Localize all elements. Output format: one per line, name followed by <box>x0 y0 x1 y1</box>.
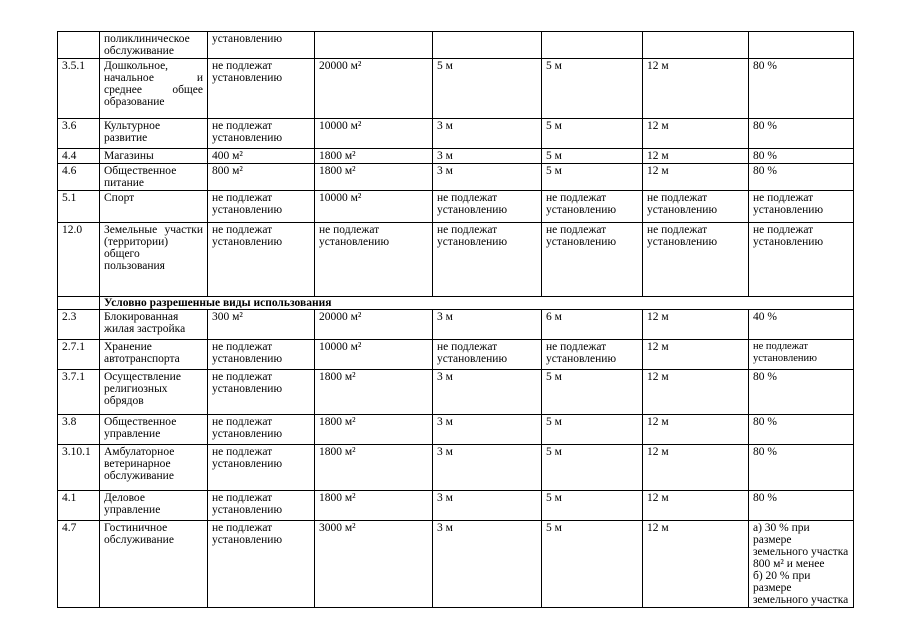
row-min-setback-side: 5 м <box>542 59 643 119</box>
row-max-coverage: 80 % <box>749 370 854 415</box>
row-max-height: 12 м <box>643 340 749 370</box>
row-min-setback-front: не подлежат установлению <box>433 223 542 297</box>
row-max-height <box>643 32 749 59</box>
table-section-conditional <box>58 297 854 310</box>
row-max-height: 12 м <box>643 119 749 149</box>
row-min-setback-front: 3 м <box>433 445 542 491</box>
row-min-plot-area: не подлежат установлению <box>208 415 315 445</box>
row-max-height: 12 м <box>643 370 749 415</box>
row-use-name: Гостиничное обслуживание <box>100 521 208 608</box>
row-min-setback-front: 3 м <box>433 491 542 521</box>
row-max-coverage: не подлежат установлению <box>749 223 854 297</box>
row-min-setback-side: 5 м <box>542 491 643 521</box>
row-min-setback-side: не подлежат установлению <box>542 340 643 370</box>
row-max-coverage: не подлежат установлению <box>749 340 854 370</box>
row-max-coverage: 80 % <box>749 119 854 149</box>
row-min-plot-area: не подлежат установлению <box>208 445 315 491</box>
row-min-plot-area: не подлежат установлению <box>208 191 315 223</box>
row-min-setback-front <box>433 32 542 59</box>
table-body-permitted <box>58 32 854 297</box>
row-min-setback-side: 5 м <box>542 119 643 149</box>
table-body-conditional <box>58 310 854 608</box>
row-min-setback-front: 3 м <box>433 521 542 608</box>
table-row <box>58 521 854 608</box>
row-max-plot-area: 20000 м² <box>315 59 433 119</box>
row-code: 4.6 <box>58 164 100 191</box>
row-code: 4.4 <box>58 149 100 164</box>
row-max-height: 12 м <box>643 491 749 521</box>
row-use-name: Хранение автотранспорта <box>100 340 208 370</box>
table-row <box>58 164 854 191</box>
row-use-name: Дошкольное, начальное и среднее общее образование <box>100 59 208 119</box>
row-min-setback-front: 3 м <box>433 119 542 149</box>
row-min-setback-front: 3 м <box>433 310 542 340</box>
row-min-setback-front: 3 м <box>433 149 542 164</box>
row-code: 3.7.1 <box>58 370 100 415</box>
row-use-name: Амбулаторное ветеринарное обслуживание <box>100 445 208 491</box>
table-row <box>58 59 854 119</box>
row-min-plot-area: не подлежат установлению <box>208 340 315 370</box>
row-min-plot-area: не подлежат установлению <box>208 370 315 415</box>
row-code: 3.10.1 <box>58 445 100 491</box>
row-min-setback-front: 5 м <box>433 59 542 119</box>
row-max-height: не подлежат установлению <box>643 191 749 223</box>
row-use-name: Общественное управление <box>100 415 208 445</box>
section-title: Условно разрешенные виды использования <box>100 297 854 310</box>
row-min-plot-area: 300 м² <box>208 310 315 340</box>
table-row <box>58 445 854 491</box>
row-min-setback-front: не подлежат установлению <box>433 191 542 223</box>
table-row <box>58 32 854 59</box>
row-code: 2.3 <box>58 310 100 340</box>
table-row <box>58 340 854 370</box>
row-min-plot-area: не подлежат установлению <box>208 59 315 119</box>
row-max-plot-area <box>315 32 433 59</box>
row-use-name: Деловое управление <box>100 491 208 521</box>
row-use-name: Культурное развитие <box>100 119 208 149</box>
row-min-setback-side: 6 м <box>542 310 643 340</box>
row-max-height: 12 м <box>643 149 749 164</box>
document-page <box>57 31 854 608</box>
table-row <box>58 415 854 445</box>
row-code: 4.1 <box>58 491 100 521</box>
row-min-plot-area: 400 м² <box>208 149 315 164</box>
row-code: 5.1 <box>58 191 100 223</box>
row-min-setback-side: не подлежат установлению <box>542 191 643 223</box>
row-max-plot-area: 20000 м² <box>315 310 433 340</box>
row-max-coverage <box>749 32 854 59</box>
row-max-coverage: 80 % <box>749 59 854 119</box>
row-min-setback-front: 3 м <box>433 370 542 415</box>
row-max-plot-area: 1800 м² <box>315 149 433 164</box>
row-max-coverage: 80 % <box>749 445 854 491</box>
row-max-height: не подлежат установлению <box>643 223 749 297</box>
table-row <box>58 119 854 149</box>
row-min-plot-area: не подлежат установлению <box>208 521 315 608</box>
row-max-plot-area: 1800 м² <box>315 164 433 191</box>
table-row <box>58 310 854 340</box>
row-min-plot-area: 800 м² <box>208 164 315 191</box>
row-max-coverage: 80 % <box>749 149 854 164</box>
row-max-plot-area: не подлежат установлению <box>315 223 433 297</box>
row-min-setback-front: не подлежат установлению <box>433 340 542 370</box>
row-min-setback-side: 5 м <box>542 370 643 415</box>
table-row <box>58 149 854 164</box>
row-max-height: 12 м <box>643 521 749 608</box>
row-min-plot-area: установлению <box>208 32 315 59</box>
row-min-setback-front: 3 м <box>433 164 542 191</box>
row-max-plot-area: 10000 м² <box>315 191 433 223</box>
row-max-coverage: не подлежат установлению <box>749 191 854 223</box>
table-row <box>58 370 854 415</box>
row-min-plot-area: не подлежат установлению <box>208 119 315 149</box>
row-max-coverage: 80 % <box>749 415 854 445</box>
row-max-coverage: 40 % <box>749 310 854 340</box>
row-min-setback-side <box>542 32 643 59</box>
row-code: 4.7 <box>58 521 100 608</box>
row-min-plot-area: не подлежат установлению <box>208 491 315 521</box>
row-code: 3.8 <box>58 415 100 445</box>
row-max-plot-area: 1800 м² <box>315 445 433 491</box>
section-header-row <box>58 297 854 310</box>
row-max-coverage: 80 % <box>749 164 854 191</box>
row-max-height: 12 м <box>643 164 749 191</box>
row-max-height: 12 м <box>643 59 749 119</box>
row-min-setback-side: не подлежат установлению <box>542 223 643 297</box>
row-max-height: 12 м <box>643 415 749 445</box>
row-min-setback-front: 3 м <box>433 415 542 445</box>
row-min-setback-side: 5 м <box>542 415 643 445</box>
row-code: 12.0 <box>58 223 100 297</box>
row-code: 3.5.1 <box>58 59 100 119</box>
row-max-plot-area: 10000 м² <box>315 340 433 370</box>
table-row <box>58 491 854 521</box>
table-row <box>58 191 854 223</box>
row-min-setback-side: 5 м <box>542 149 643 164</box>
row-use-name: Земельные участки (территории) общего пользования <box>100 223 208 297</box>
land-use-parameters-table <box>57 31 854 608</box>
row-use-name: Общественное питание <box>100 164 208 191</box>
row-use-name: Спорт <box>100 191 208 223</box>
row-max-coverage: 80 % <box>749 491 854 521</box>
section-code-cell <box>58 297 100 310</box>
row-use-name: Осуществление религиозных обрядов <box>100 370 208 415</box>
row-max-height: 12 м <box>643 310 749 340</box>
row-use-name: Блокированная жилая застройка <box>100 310 208 340</box>
row-use-name: Магазины <box>100 149 208 164</box>
row-max-plot-area: 10000 м² <box>315 119 433 149</box>
row-max-plot-area: 1800 м² <box>315 491 433 521</box>
row-min-setback-side: 5 м <box>542 164 643 191</box>
row-use-name: поликлиническое обслуживание <box>100 32 208 59</box>
row-code <box>58 32 100 59</box>
row-max-plot-area: 1800 м² <box>315 415 433 445</box>
row-max-coverage: а) 30 % при размере земельного участка 800 м² и менее б) 20 % при размере земельного участка <box>749 521 854 608</box>
row-min-setback-side: 5 м <box>542 445 643 491</box>
row-max-height: 12 м <box>643 445 749 491</box>
row-code: 3.6 <box>58 119 100 149</box>
row-max-plot-area: 1800 м² <box>315 370 433 415</box>
row-min-plot-area: не подлежат установлению <box>208 223 315 297</box>
table-row <box>58 223 854 297</box>
row-min-setback-side: 5 м <box>542 521 643 608</box>
row-code: 2.7.1 <box>58 340 100 370</box>
row-max-plot-area: 3000 м² <box>315 521 433 608</box>
